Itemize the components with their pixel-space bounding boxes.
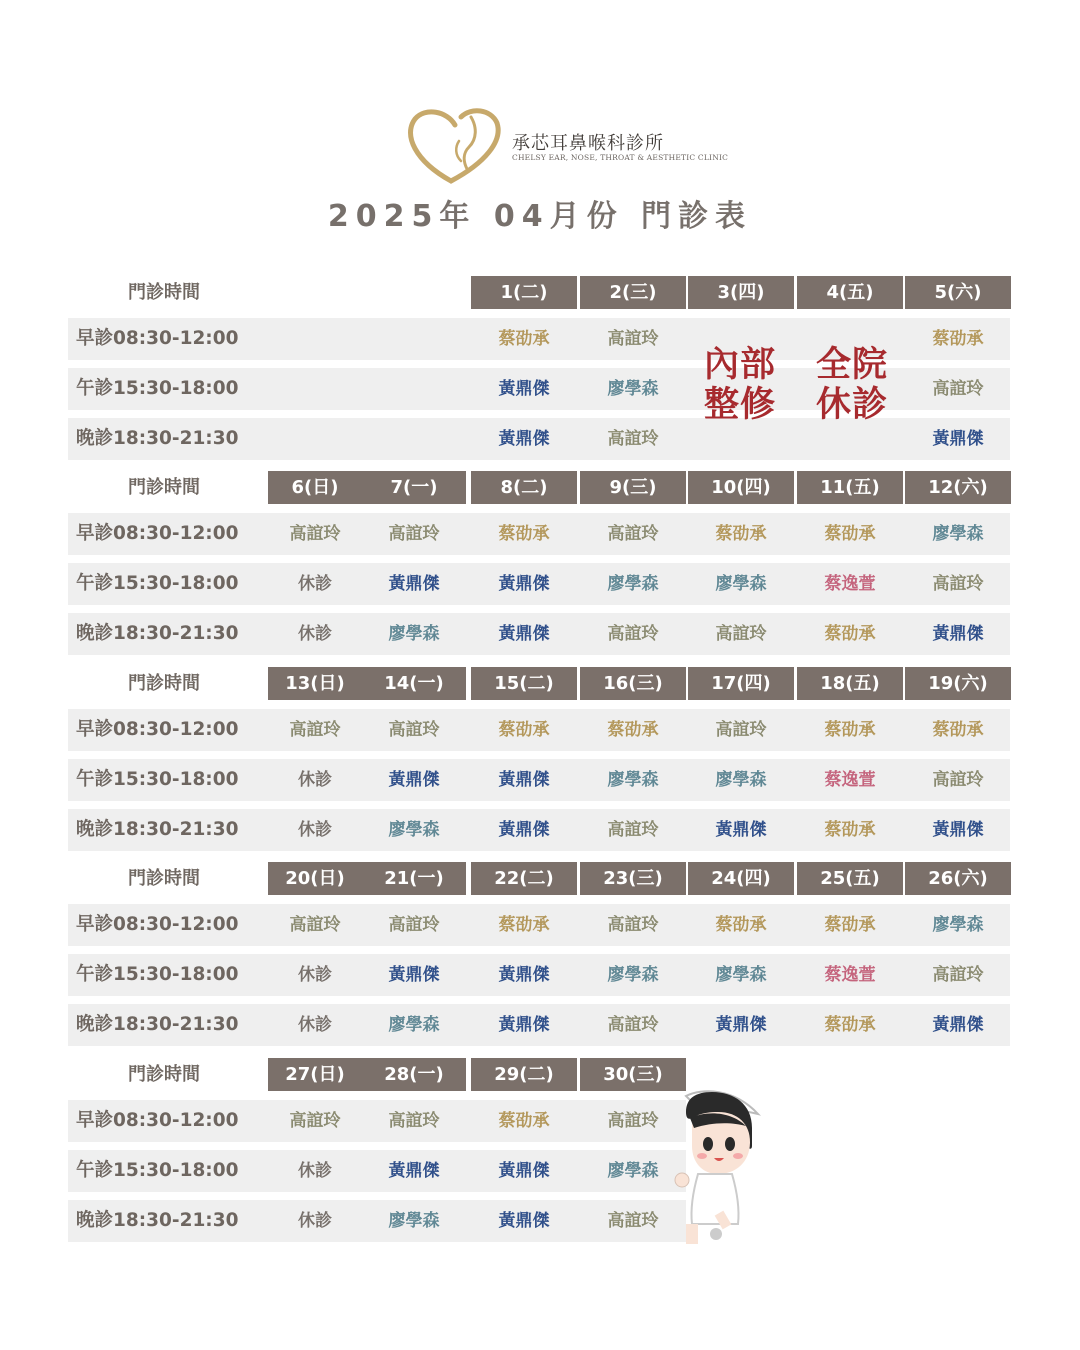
- header-label: 門診時間: [128, 673, 200, 694]
- doctor-cell: 黃鼎傑: [498, 574, 550, 594]
- doctor-cell: 高誼玲: [932, 965, 984, 985]
- doctor-cell: 黃鼎傑: [388, 965, 440, 985]
- session-label: 午診15:30-18:00: [76, 769, 239, 790]
- doctor-cell: 蔡劭承: [498, 329, 550, 349]
- day-header: 10(四): [688, 471, 794, 504]
- notice-line: 整修: [703, 385, 776, 425]
- header-label: 門診時間: [128, 868, 200, 889]
- doctor-cell: 高誼玲: [607, 1015, 659, 1035]
- doctor-cell: 廖學森: [388, 1211, 440, 1231]
- doctor-cell: 高誼玲: [607, 524, 659, 544]
- session-row: [68, 709, 1010, 751]
- doctor-cell: 黃鼎傑: [498, 965, 550, 985]
- session-row: [68, 759, 1010, 801]
- doctor-cell: 高誼玲: [289, 720, 341, 740]
- day-header: 21(一): [362, 862, 466, 895]
- doctor-cell: 黃鼎傑: [498, 429, 550, 449]
- doctor-cell: 黃鼎傑: [498, 1015, 550, 1035]
- doctor-cell: 黃鼎傑: [498, 1211, 550, 1231]
- doctor-cell: 黃鼎傑: [932, 624, 984, 644]
- day-header: 11(五): [797, 471, 903, 504]
- day-header: 14(一): [362, 667, 466, 700]
- session-label: 午診15:30-18:00: [76, 378, 239, 399]
- session-label: 晚診18:30-21:30: [76, 1014, 239, 1035]
- doctor-cell: 黃鼎傑: [715, 1015, 767, 1035]
- doctor-cell: 高誼玲: [607, 1111, 659, 1131]
- day-header: 30(三): [580, 1058, 686, 1091]
- doctor-cell: 蔡劭承: [715, 524, 767, 544]
- session-row: [68, 1150, 686, 1192]
- week-block: [0, 667, 1080, 862]
- day-header: 25(五): [797, 862, 903, 895]
- doctor-cell: 黃鼎傑: [498, 820, 550, 840]
- session-label: 午診15:30-18:00: [76, 573, 239, 594]
- notice-line: 全院: [815, 345, 888, 385]
- day-header: 16(三): [580, 667, 686, 700]
- day-header: 5(六): [905, 276, 1011, 309]
- doctor-cell: 高誼玲: [289, 524, 341, 544]
- doctor-cell: 高誼玲: [607, 429, 659, 449]
- doctor-cell: 蔡劭承: [498, 1111, 550, 1131]
- session-label: 早診08:30-12:00: [76, 523, 239, 544]
- day-header: 26(六): [905, 862, 1011, 895]
- doctor-cell: 高誼玲: [388, 524, 440, 544]
- doctor-cell: 黃鼎傑: [932, 429, 984, 449]
- doctor-cell: 黃鼎傑: [498, 379, 550, 399]
- doctor-cell: 廖學森: [715, 965, 767, 985]
- doctor-cell: 蔡劭承: [498, 915, 550, 935]
- header-label: 門診時間: [128, 1064, 200, 1085]
- doctor-cell: 黃鼎傑: [932, 820, 984, 840]
- day-header: 18(五): [797, 667, 903, 700]
- doctor-cell: 蔡劭承: [824, 524, 876, 544]
- day-header: 27(日): [268, 1058, 362, 1091]
- doctor-cell: 高誼玲: [388, 1111, 440, 1131]
- day-header: 8(二): [471, 471, 577, 504]
- doctor-cell: 廖學森: [932, 524, 984, 544]
- notice-line: 內部: [703, 345, 776, 385]
- session-label: 早診08:30-12:00: [76, 1110, 239, 1131]
- doctor-cell: 高誼玲: [715, 624, 767, 644]
- doctor-cell: 蔡劭承: [498, 720, 550, 740]
- session-label: 晚診18:30-21:30: [76, 819, 239, 840]
- day-header: 15(二): [471, 667, 577, 700]
- doctor-cell: 蔡劭承: [715, 915, 767, 935]
- doctor-cell: 高誼玲: [388, 915, 440, 935]
- doctor-cell: 蔡劭承: [824, 1015, 876, 1035]
- closed-cell: 休診: [298, 574, 332, 594]
- session-label: 午診15:30-18:00: [76, 1160, 239, 1181]
- doctor-cell: 蔡劭承: [824, 820, 876, 840]
- closed-cell: 休診: [298, 1015, 332, 1035]
- doctor-cell: 黃鼎傑: [715, 820, 767, 840]
- doctor-cell: 蔡劭承: [824, 915, 876, 935]
- doctor-cell: 蔡劭承: [932, 720, 984, 740]
- day-header: 7(一): [362, 471, 466, 504]
- closed-cell: 休診: [298, 820, 332, 840]
- doctor-cell: 高誼玲: [932, 770, 984, 790]
- week-block: [0, 1058, 1080, 1253]
- session-row: [68, 1100, 686, 1142]
- doctor-cell: 蔡劭承: [824, 624, 876, 644]
- session-row: [68, 904, 1010, 946]
- doctor-cell: 蔡逸萱: [824, 965, 876, 985]
- doctor-cell: 高誼玲: [607, 1211, 659, 1231]
- day-header: 20(日): [268, 862, 362, 895]
- doctor-cell: 高誼玲: [932, 574, 984, 594]
- doctor-cell: 廖學森: [607, 379, 659, 399]
- doctor-cell: 黃鼎傑: [498, 624, 550, 644]
- session-row: [68, 1004, 1010, 1046]
- session-label: 晚診18:30-21:30: [76, 428, 239, 449]
- doctor-cell: 廖學森: [715, 770, 767, 790]
- day-header: 22(二): [471, 862, 577, 895]
- doctor-cell: 廖學森: [715, 574, 767, 594]
- doctor-cell: 黃鼎傑: [932, 1015, 984, 1035]
- doctor-cell: 廖學森: [932, 915, 984, 935]
- doctor-cell: 廖學森: [607, 965, 659, 985]
- doctor-cell: 蔡劭承: [824, 720, 876, 740]
- doctor-cell: 高誼玲: [289, 915, 341, 935]
- session-row: [68, 513, 1010, 555]
- session-label: 早診08:30-12:00: [76, 914, 239, 935]
- closed-cell: 休診: [298, 770, 332, 790]
- session-row: [68, 1200, 686, 1242]
- session-label: 午診15:30-18:00: [76, 964, 239, 985]
- doctor-cell: 高誼玲: [607, 820, 659, 840]
- closed-cell: 休診: [298, 965, 332, 985]
- session-label: 早診08:30-12:00: [76, 328, 239, 349]
- doctor-cell: 蔡劭承: [607, 720, 659, 740]
- header-label: 門診時間: [128, 282, 200, 303]
- session-label: 早診08:30-12:00: [76, 719, 239, 740]
- notice-closed: [806, 345, 898, 425]
- doctor-cell: 黃鼎傑: [388, 1161, 440, 1181]
- doctor-cell: 蔡逸萱: [824, 574, 876, 594]
- doctor-cell: 高誼玲: [607, 624, 659, 644]
- doctor-cell: 廖學森: [388, 1015, 440, 1035]
- doctor-cell: 黃鼎傑: [498, 770, 550, 790]
- day-header: 2(三): [580, 276, 686, 309]
- notice-line: 休診: [815, 385, 888, 425]
- page-title: 2025年 04月份 門診表: [327, 199, 753, 234]
- doctor-cell: 高誼玲: [607, 329, 659, 349]
- doctor-cell: 廖學森: [607, 1161, 659, 1181]
- doctor-cell: 黃鼎傑: [498, 1161, 550, 1181]
- week-block: [0, 276, 1080, 471]
- doctor-cell: 廖學森: [607, 770, 659, 790]
- session-label: 晚診18:30-21:30: [76, 623, 239, 644]
- doctor-cell: 高誼玲: [932, 379, 984, 399]
- header-label: 門診時間: [128, 477, 200, 498]
- doctor-cell: 高誼玲: [289, 1111, 341, 1131]
- day-header: 1(二): [471, 276, 577, 309]
- day-header: 23(三): [580, 862, 686, 895]
- doctor-cell: 黃鼎傑: [388, 574, 440, 594]
- closed-cell: 休診: [298, 1211, 332, 1231]
- session-row: [68, 954, 1010, 996]
- doctor-cell: 蔡劭承: [932, 329, 984, 349]
- doctor-cell: 高誼玲: [388, 720, 440, 740]
- session-row: [68, 563, 1010, 605]
- day-header: 29(二): [471, 1058, 577, 1091]
- session-label: 晚診18:30-21:30: [76, 1210, 239, 1231]
- doctor-cell: 廖學森: [388, 624, 440, 644]
- doctor-cell: 蔡劭承: [498, 524, 550, 544]
- week-block: [0, 862, 1080, 1057]
- day-header: 19(六): [905, 667, 1011, 700]
- doctor-cell: 高誼玲: [607, 915, 659, 935]
- closed-cell: 休診: [298, 1161, 332, 1181]
- nurse-mascot-illustration: [672, 1088, 764, 1248]
- notice-renovation: [696, 345, 784, 425]
- day-header: 9(三): [580, 471, 686, 504]
- doctor-cell: 黃鼎傑: [388, 770, 440, 790]
- clinic-name: 承芯耳鼻喉科診所: [512, 133, 664, 154]
- day-header: 13(日): [268, 667, 362, 700]
- day-header: 3(四): [688, 276, 794, 309]
- doctor-cell: 廖學森: [388, 820, 440, 840]
- session-row: [68, 613, 1010, 655]
- doctor-cell: 高誼玲: [715, 720, 767, 740]
- day-header: 6(日): [268, 471, 362, 504]
- doctor-cell: 廖學森: [607, 574, 659, 594]
- closed-cell: 休診: [298, 624, 332, 644]
- day-header: 28(一): [362, 1058, 466, 1091]
- day-header: 12(六): [905, 471, 1011, 504]
- day-header: 17(四): [688, 667, 794, 700]
- day-header: 4(五): [797, 276, 903, 309]
- doctor-cell: 蔡逸萱: [824, 770, 876, 790]
- session-row: [68, 809, 1010, 851]
- day-header: 24(四): [688, 862, 794, 895]
- week-block: [0, 471, 1080, 666]
- clinic-name-en: CHELSY EAR, NOSE, THROAT & AESTHETIC CLINIC: [512, 153, 729, 162]
